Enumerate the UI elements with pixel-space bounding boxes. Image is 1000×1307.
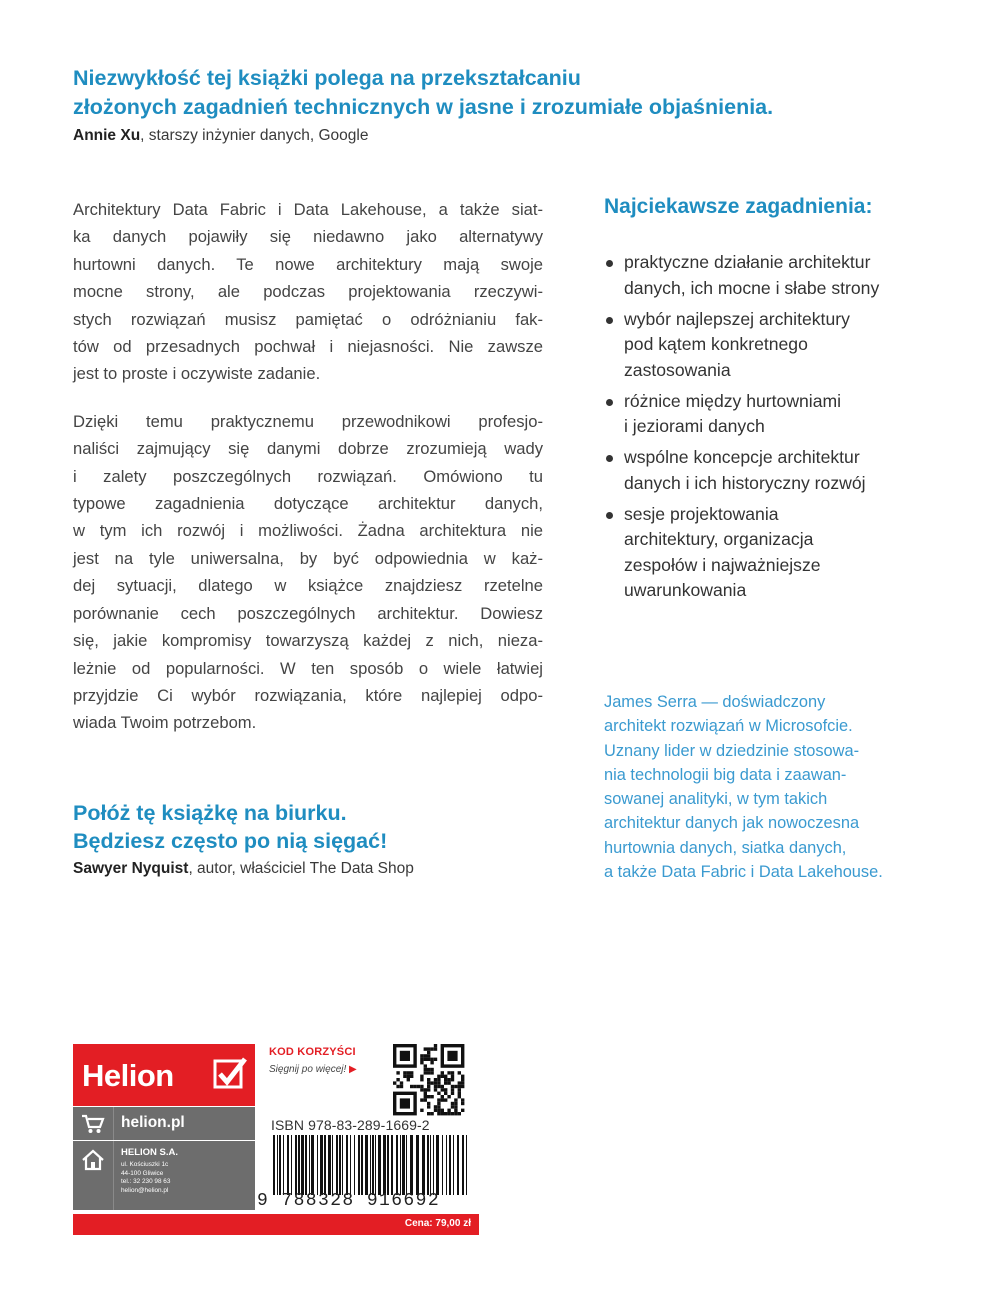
qr-finder — [400, 1098, 410, 1108]
qr-module — [451, 1071, 454, 1074]
bottom-quote — [73, 799, 387, 855]
qr-finder — [447, 1051, 457, 1061]
barcode-bar — [427, 1135, 429, 1195]
barcode-bar — [283, 1135, 284, 1195]
publisher-company: HELION S.A. — [121, 1147, 179, 1158]
qr-module — [454, 1109, 457, 1112]
text-line: mocne strony, ale podczas projektowania rzeczywi- — [73, 282, 543, 302]
qr-module — [458, 1085, 461, 1088]
qr-module — [424, 1047, 427, 1050]
qr-module — [396, 1078, 399, 1081]
text-line: Architektury Data Fabric i Data Lakehouse, a także siat- — [73, 200, 543, 219]
barcode-bar — [391, 1135, 393, 1195]
barcode-bar — [422, 1135, 425, 1195]
qr-module — [424, 1058, 427, 1061]
qr-module — [444, 1088, 447, 1091]
barcode-bar — [416, 1135, 419, 1195]
barcode-bar — [301, 1135, 304, 1195]
highlight-line: zespołów i najważniejsze — [624, 554, 821, 575]
qr-module — [454, 1105, 457, 1108]
text-line: przyjdzie Ci wybór rozwiązania, które najlepiej odpo- — [73, 685, 543, 705]
qr-module — [420, 1061, 423, 1064]
qr-module — [447, 1112, 450, 1115]
barcode-bar — [324, 1135, 326, 1195]
highlight-line: i jeziorami danych — [624, 416, 765, 436]
promo-title: KOD KORZYŚCI — [269, 1046, 356, 1058]
highlight-line: wybór najlepszej architektury — [624, 308, 850, 329]
arrow-right-icon: ▶ — [349, 1064, 357, 1075]
qr-module — [400, 1081, 403, 1084]
qr-module — [427, 1058, 430, 1061]
bio-line: nia technologii big data i zaawan- — [604, 765, 847, 784]
barcode-bar — [430, 1135, 431, 1195]
highlight-line: praktyczne działanie architektur — [624, 252, 871, 272]
barcode-bar — [442, 1135, 443, 1195]
barcode-bar — [375, 1135, 376, 1195]
qr-module — [427, 1085, 430, 1088]
barcode-bar — [328, 1135, 331, 1195]
barcode-bar — [277, 1135, 278, 1195]
description-paragraph-2 — [73, 408, 543, 737]
address-line: 44-100 Gliwice — [121, 1169, 164, 1177]
qr-module — [454, 1102, 457, 1105]
qr-module — [427, 1088, 430, 1091]
qr-module — [437, 1105, 440, 1108]
highlight-line: danych i ich historyczny rozwój — [624, 472, 866, 493]
qr-module — [424, 1064, 427, 1067]
bio-line: James Serra — doświadczony — [604, 693, 826, 711]
text-line: się, jakie kompromisy towarzyszą każdej z nich, nieza- — [73, 631, 543, 651]
qr-module — [458, 1071, 461, 1074]
qr-module — [430, 1068, 433, 1071]
text-line: typowe zagadnienia dotyczące architektur danych, — [73, 494, 543, 514]
highlight-line: sesje projektowania — [624, 503, 779, 524]
qr-module — [427, 1047, 430, 1050]
qr-module — [403, 1075, 406, 1078]
qr-module — [424, 1071, 427, 1074]
qr-module — [444, 1075, 447, 1078]
top-quote-line: Niezwykłość tej książki polega na przekształcaniu — [73, 66, 581, 90]
qr-module — [434, 1088, 437, 1091]
promo-subtitle — [269, 1064, 357, 1075]
qr-module — [461, 1085, 464, 1088]
qr-module — [461, 1109, 464, 1112]
divider — [113, 1141, 114, 1210]
qr-module — [441, 1085, 444, 1088]
author-bio — [604, 690, 944, 884]
qr-module — [427, 1112, 430, 1115]
barcode-bar — [457, 1135, 459, 1195]
qr-module — [424, 1092, 427, 1095]
text-line: i zalety poszczególnych rozwiązań. Omówiono tu — [73, 466, 543, 486]
qr-module — [434, 1109, 437, 1112]
qr-module — [437, 1078, 440, 1081]
barcode-bar — [402, 1135, 405, 1195]
highlight-item — [604, 250, 944, 301]
qr-code[interactable] — [385, 1043, 473, 1117]
qr-module — [427, 1081, 430, 1084]
highlight-item — [604, 445, 944, 496]
qr-module — [420, 1088, 423, 1091]
qr-module — [430, 1112, 433, 1115]
description-paragraph-1 — [73, 196, 543, 388]
barcode-bar — [332, 1135, 333, 1195]
qr-module — [458, 1112, 461, 1115]
qr-module — [447, 1071, 450, 1074]
publisher-website: helion.pl — [121, 1114, 185, 1131]
highlights-title: Najciekawsze zagadnienia: — [604, 195, 873, 218]
barcode-bar — [309, 1135, 310, 1195]
text-line: porównanie cech poszczególnych architektur. Dowiesz — [73, 603, 543, 623]
qr-module — [461, 1075, 464, 1078]
qr-module — [451, 1105, 454, 1108]
bottom-quote-author-role: , autor, właściciel The Data Shop — [188, 860, 414, 877]
qr-module — [444, 1112, 447, 1115]
qr-module — [430, 1061, 433, 1064]
barcode-bar — [400, 1135, 401, 1195]
qr-module — [427, 1071, 430, 1074]
text-line: stych rozwiązań musisz pamiętać o odróżnianiu fak- — [73, 309, 543, 329]
qr-module — [451, 1112, 454, 1115]
barcode-bar — [350, 1135, 351, 1195]
bullet-icon — [606, 260, 613, 267]
qr-module — [420, 1054, 423, 1057]
bottom-quote-attribution — [73, 860, 414, 878]
qr-module — [458, 1088, 461, 1091]
qr-module — [417, 1085, 420, 1088]
barcode-bar — [433, 1135, 434, 1195]
publisher-website-row — [73, 1107, 255, 1140]
barcode-bar — [354, 1135, 355, 1195]
address-line: ul. Kościuszki 1c — [121, 1161, 169, 1168]
barcode-bar — [295, 1135, 297, 1195]
qr-module — [410, 1085, 413, 1088]
address-line: helion@helion.pl — [121, 1186, 169, 1194]
bottom-quote-author: Sawyer Nyquist — [73, 860, 189, 877]
qr-module — [437, 1085, 440, 1088]
qr-module — [437, 1109, 440, 1112]
barcode-bar — [446, 1135, 447, 1195]
price: Cena: 79,00 zł — [404, 1218, 471, 1229]
highlight-line: wspólne koncepcje architektur — [624, 447, 860, 467]
qr-module — [458, 1081, 461, 1084]
highlight-item — [604, 389, 944, 440]
highlights-list — [604, 250, 944, 609]
barcode-bar — [365, 1135, 368, 1195]
bullet-icon — [606, 512, 613, 519]
barcode — [271, 1135, 471, 1195]
price-bar — [73, 1214, 479, 1235]
barcode-bar — [346, 1135, 348, 1195]
qr-module — [441, 1109, 444, 1112]
text-line: leżnie od popularności. W ten sposób o wiele łatwiej — [73, 658, 543, 678]
highlight-item — [604, 502, 944, 604]
barcode-bar — [320, 1135, 323, 1195]
barcode-bar — [287, 1135, 289, 1195]
barcode-bar — [466, 1135, 467, 1195]
qr-module — [451, 1092, 454, 1095]
barcode-bar — [305, 1135, 307, 1195]
qr-module — [437, 1081, 440, 1084]
qr-module — [451, 1102, 454, 1105]
qr-module — [430, 1047, 433, 1050]
qr-module — [458, 1092, 461, 1095]
divider — [113, 1107, 114, 1140]
barcode-bar — [372, 1135, 374, 1195]
qr-module — [441, 1075, 444, 1078]
home-icon — [81, 1149, 105, 1171]
promo-subtitle-text: Sięgnij po więcej! — [269, 1064, 347, 1075]
cart-icon — [81, 1113, 105, 1135]
qr-module — [410, 1075, 413, 1078]
qr-module — [430, 1081, 433, 1084]
qr-module — [407, 1075, 410, 1078]
qr-module — [396, 1085, 399, 1088]
highlight-line: danych, ich mocne i słabe strony — [624, 277, 880, 298]
barcode-bar — [449, 1135, 451, 1195]
barcode-bar — [462, 1135, 464, 1195]
text-line: naliści zajmujący się danymi dobrze zrozumieją wady — [73, 439, 543, 459]
barcode-bar — [317, 1135, 318, 1195]
text-line: jest to proste i oczywiste zadanie. — [73, 364, 321, 384]
bio-line: hurtownia danych, siatka danych, — [604, 838, 847, 857]
qr-module — [434, 1047, 437, 1050]
barcode-bar — [383, 1135, 386, 1195]
bio-line: a także Data Fabric i Data Lakehouse. — [604, 863, 883, 882]
qr-module — [444, 1092, 447, 1095]
barcode-bar — [358, 1135, 360, 1195]
barcode-bar — [436, 1135, 439, 1195]
qr-module — [444, 1078, 447, 1081]
qr-module — [420, 1098, 423, 1101]
barcode-bar — [370, 1135, 371, 1195]
helion-logo — [73, 1044, 255, 1106]
qr-module — [420, 1109, 423, 1112]
qr-module — [434, 1085, 437, 1088]
text-line: hurtowni danych. Te nowe architektury mają swoje — [73, 254, 543, 274]
qr-module — [458, 1095, 461, 1098]
address-line: tel.: 32 230 98 63 — [121, 1178, 171, 1185]
top-quote-attribution — [73, 127, 368, 145]
qr-module — [434, 1105, 437, 1108]
qr-module — [424, 1088, 427, 1091]
barcode-bar — [453, 1135, 454, 1195]
qr-module — [407, 1071, 410, 1074]
barcode-bar — [339, 1135, 341, 1195]
top-quote-line: złożonych zagadnień technicznych w jasne i zrozumiałe objaśnienia. — [73, 95, 774, 119]
qr-module — [437, 1092, 440, 1095]
top-quote-author-role: , starszy inżynier danych, Google — [140, 127, 369, 144]
top-quote-author: Annie Xu — [73, 127, 141, 144]
qr-module — [437, 1098, 440, 1101]
text-line: dej sytuacji, dlatego w książce znajdziesz rzetelne — [73, 576, 543, 596]
qr-module — [434, 1078, 437, 1081]
qr-module — [424, 1095, 427, 1098]
qr-module — [430, 1058, 433, 1061]
bio-line: architekt rozwiązań w Microsofcie. — [604, 717, 853, 736]
qr-module — [451, 1088, 454, 1091]
checkmark-logo-icon — [213, 1057, 247, 1091]
qr-module — [427, 1051, 430, 1054]
qr-module — [441, 1071, 444, 1074]
highlight-line: pod kątem konkretnego — [624, 334, 808, 354]
description — [73, 196, 543, 737]
bullet-icon — [606, 399, 613, 406]
qr-module — [427, 1105, 430, 1108]
qr-module — [461, 1102, 464, 1105]
highlight-line: zastosowania — [624, 359, 731, 380]
qr-module — [447, 1081, 450, 1084]
qr-module — [437, 1102, 440, 1105]
text-line: tów od przesadnych pochwał i niejasności. Nie zawsze — [73, 337, 543, 357]
isbn: ISBN 978-83-289-1669-2 — [271, 1117, 430, 1133]
bio-line: architektur danych jak nowoczesna — [604, 814, 860, 833]
top-quote — [73, 64, 953, 122]
barcode-bar — [410, 1135, 413, 1195]
qr-module — [461, 1078, 464, 1081]
qr-module — [424, 1054, 427, 1057]
barcode-bar — [387, 1135, 389, 1195]
qr-module — [437, 1112, 440, 1115]
text-line: wiada Twoim potrzebom. — [73, 713, 257, 733]
qr-module — [441, 1095, 444, 1098]
qr-module — [424, 1098, 427, 1101]
qr-module — [461, 1098, 464, 1101]
qr-module — [427, 1068, 430, 1071]
qr-module — [434, 1058, 437, 1061]
barcode-bar — [406, 1135, 407, 1195]
qr-module — [447, 1095, 450, 1098]
qr-module — [420, 1085, 423, 1088]
qr-module — [437, 1075, 440, 1078]
qr-module — [441, 1098, 444, 1101]
qr-module — [444, 1098, 447, 1101]
qr-module — [420, 1058, 423, 1061]
qr-module — [461, 1081, 464, 1084]
qr-module — [434, 1081, 437, 1084]
bio-line: sowanej analityki, w tym takich — [604, 790, 828, 809]
qr-module — [441, 1088, 444, 1091]
barcode-bar — [279, 1135, 281, 1195]
barcode-bar — [298, 1135, 300, 1195]
barcode-bar — [378, 1135, 381, 1195]
qr-module — [410, 1071, 413, 1074]
text-line: jest na tyle uniwersalna, by być odpowiednia w każ- — [73, 548, 543, 568]
qr-module — [424, 1068, 427, 1071]
text-line: w tym ich rozwój i możliwości. Żadna architektura nie — [73, 521, 543, 541]
qr-module — [430, 1071, 433, 1074]
qr-module — [454, 1085, 457, 1088]
highlight-line: różnice między hurtowniami — [624, 390, 842, 411]
qr-module — [400, 1085, 403, 1088]
text-line: ka danych pojawiły się niedawno jako alternatywy — [73, 227, 543, 247]
text-line: Dzięki temu praktycznemu przewodnikowi profesjo- — [73, 411, 543, 431]
qr-module — [451, 1085, 454, 1088]
qr-module — [420, 1078, 423, 1081]
qr-module — [454, 1112, 457, 1115]
qr-module — [427, 1095, 430, 1098]
qr-module — [427, 1078, 430, 1081]
qr-module — [407, 1078, 410, 1081]
highlight-line: uwarunkowania — [624, 580, 747, 600]
bullet-icon — [606, 455, 613, 462]
qr-finder — [400, 1051, 410, 1061]
barcode-bar — [361, 1135, 363, 1195]
qr-module — [427, 1102, 430, 1105]
qr-module — [454, 1098, 457, 1101]
bio-line: Uznany lider w dziedzinie stosowa- — [604, 741, 860, 760]
publisher-address — [121, 1161, 170, 1195]
qr-module — [393, 1081, 396, 1084]
qr-module — [403, 1071, 406, 1074]
publisher-name: Helion — [82, 1058, 174, 1093]
publisher-address-block — [73, 1141, 255, 1210]
qr-module — [427, 1054, 430, 1057]
qr-module — [413, 1085, 416, 1088]
qr-module — [441, 1112, 444, 1115]
qr-module — [451, 1075, 454, 1078]
bottom-quote-line: Połóż tę książkę na biurku. — [73, 801, 347, 825]
barcode-bar — [342, 1135, 343, 1195]
qr-module — [447, 1078, 450, 1081]
barcode-bar — [291, 1135, 292, 1195]
bullet-icon — [606, 317, 613, 324]
barcode-bar — [336, 1135, 338, 1195]
bottom-quote-line: Będziesz często po nią sięgać! — [73, 829, 388, 853]
qr-module — [430, 1095, 433, 1098]
qr-module — [420, 1075, 423, 1078]
qr-module — [434, 1044, 437, 1047]
highlight-line: architektury, organizacja — [624, 529, 814, 549]
qr-module — [396, 1071, 399, 1074]
qr-module — [447, 1109, 450, 1112]
qr-module — [451, 1078, 454, 1081]
barcode-bar — [311, 1135, 314, 1195]
qr-module — [444, 1081, 447, 1084]
highlight-item — [604, 307, 944, 384]
barcode-bar — [396, 1135, 398, 1195]
barcode-digits: 9 788328 916692 — [257, 1191, 441, 1211]
barcode-bar — [273, 1135, 275, 1195]
